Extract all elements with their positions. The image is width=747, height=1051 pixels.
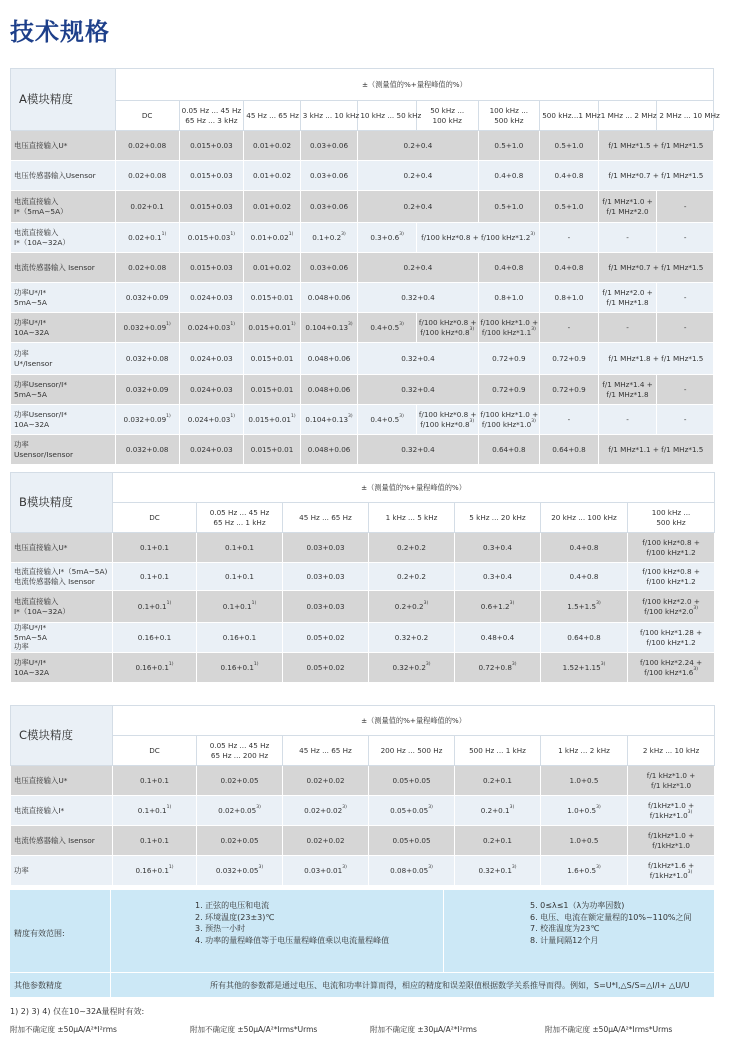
table-row bbox=[11, 131, 714, 161]
table-cell: 0.2+0.4 bbox=[358, 161, 478, 191]
table-cell: 0.048+0.06 bbox=[300, 435, 358, 465]
table-cell: 0.03+0.06 bbox=[300, 131, 358, 161]
table-cell: $0.1+0.1^{1)}$ bbox=[113, 591, 197, 623]
table-row bbox=[11, 623, 715, 653]
column-header: 2 kHz ... 10 kHz bbox=[628, 736, 715, 766]
other-params-panel bbox=[10, 973, 714, 997]
table-cell: $0.01+0.02^{1)}$ bbox=[244, 223, 301, 253]
table-cell: $0.1+0.2^{3)}$ bbox=[300, 223, 358, 253]
row-label: 功率U*/I* 10A~32A bbox=[11, 653, 113, 683]
table-cell: $0.02+0.02^{3)}$ bbox=[283, 796, 369, 826]
table-cell: 0.02+0.02 bbox=[283, 826, 369, 856]
table-cell: 0.2+0.4 bbox=[358, 131, 478, 161]
table-cell: 0.015+0.01 bbox=[244, 283, 301, 313]
table-cell: $0.024+0.03^{1)}$ bbox=[179, 405, 244, 435]
table-cell: f/1kHz*1.0 + f/1kHz*1.0 bbox=[628, 826, 715, 856]
table-cell: $0.08+0.05^{3)}$ bbox=[369, 856, 455, 886]
column-header: 45 Hz ... 65 Hz bbox=[283, 736, 369, 766]
table-row bbox=[11, 191, 714, 223]
table-cell: $0.032+0.09^{1)}$ bbox=[115, 405, 179, 435]
table-cell: 0.2+0.4 bbox=[358, 191, 478, 223]
table-cell: 0.4+0.8 bbox=[540, 161, 599, 191]
module-b-table bbox=[10, 472, 715, 683]
table-cell: - bbox=[598, 223, 657, 253]
footnote-3: 附加不确定度 ±30μA/A²*I²rms bbox=[370, 1025, 477, 1034]
row-label: 电流传感器输入 Isensor bbox=[11, 253, 116, 283]
table-cell: f/1kHz*1.6 + $f/1kHz*1.0^{3)}$ bbox=[628, 856, 715, 886]
module-a-table bbox=[10, 68, 720, 465]
table-row bbox=[11, 766, 715, 796]
column-header: 10 kHz ... 50 kHz bbox=[358, 101, 417, 131]
footnote-4: 附加不确定度 ±50μA/A²*Irms*Urms bbox=[545, 1025, 673, 1034]
table-cell: - bbox=[657, 283, 714, 313]
table-cell: 0.72+0.9 bbox=[478, 343, 540, 375]
table-cell: 0.05+0.05 bbox=[369, 826, 455, 856]
row-label: 电流传感器输入 Isensor bbox=[11, 826, 113, 856]
table-cell: $0.3+0.6^{3)}$ bbox=[358, 223, 417, 253]
table-cell: f/100 kHz*1.28 + f/100 kHz*1.2 bbox=[628, 623, 715, 653]
table-cell: 0.032+0.09 bbox=[115, 375, 179, 405]
validity-item: 6. 电压、电流在额定量程的10%~110%之间 bbox=[530, 912, 692, 922]
footnote-title: 1) 2) 3) 4) 仅在10~32A量程时有效: bbox=[10, 1007, 145, 1016]
divider bbox=[110, 890, 111, 972]
table-row bbox=[11, 343, 714, 375]
module-c-table bbox=[10, 705, 715, 886]
table-cell: $0.2+0.1^{3)}$ bbox=[455, 796, 541, 826]
table-cell: - bbox=[657, 375, 714, 405]
table-row bbox=[11, 826, 715, 856]
table-cell: 0.16+0.1 bbox=[197, 623, 283, 653]
table-cell: 0.024+0.03 bbox=[179, 375, 244, 405]
row-label: 功率Usensor/I* 10A~32A bbox=[11, 405, 116, 435]
table-cell: f/100 kHz*0.8 + f/100 kHz*1.2 bbox=[628, 563, 715, 591]
table-cell: 1.0+0.5 bbox=[541, 766, 628, 796]
table-cell: $0.4+0.5^{3)}$ bbox=[358, 313, 417, 343]
table-cell: 0.015+0.03 bbox=[179, 131, 244, 161]
table-cell: f/100 kHz*2.24 + f/100 kHz*1.6$^{3)}$ bbox=[628, 653, 715, 683]
row-label: 功率 U*/Isensor bbox=[11, 343, 116, 375]
column-header: 0.05 Hz ... 45 Hz 65 Hz ... 200 Hz bbox=[197, 736, 283, 766]
validity-panel bbox=[10, 890, 714, 972]
table-cell: 0.48+0.4 bbox=[455, 623, 541, 653]
divider bbox=[443, 890, 444, 972]
row-label: 功率U*/I* 10A~32A bbox=[11, 313, 116, 343]
table-cell: 0.2+0.1 bbox=[455, 766, 541, 796]
table-cell: $1.52+1.15^{3)}$ bbox=[541, 653, 628, 683]
row-label: 功率 Usensor/Isensor bbox=[11, 435, 116, 465]
table-cell: 0.03+0.06 bbox=[300, 253, 358, 283]
table-cell: 0.32+0.4 bbox=[358, 375, 478, 405]
table-cell: - bbox=[657, 313, 714, 343]
table-cell: $0.015+0.03^{1)}$ bbox=[179, 223, 244, 253]
validity-item: 7. 校准温度为23℃ bbox=[530, 924, 600, 934]
table-cell: 0.03+0.03 bbox=[283, 591, 369, 623]
table-cell: 0.05+0.05 bbox=[369, 766, 455, 796]
page-title: 技术规格 bbox=[10, 18, 110, 46]
table-cell: 0.2+0.2 bbox=[369, 563, 455, 591]
row-label: 电压直接输入U* bbox=[11, 131, 116, 161]
table-cell: 0.8+1.0 bbox=[540, 283, 599, 313]
table-cell: 0.5+1.0 bbox=[540, 131, 599, 161]
column-header: 2 MHz ... 10 MHz bbox=[657, 101, 714, 131]
table-cell: 0.032+0.08 bbox=[115, 435, 179, 465]
other-params-label: 其他参数精度 bbox=[14, 981, 62, 990]
column-header: 45 Hz ... 65 Hz bbox=[244, 101, 301, 131]
column-header: 200 Hz ... 500 Hz bbox=[369, 736, 455, 766]
module-a-header-span: ±（测量值的%+量程峰值的%） bbox=[115, 69, 713, 101]
table-cell: 0.01+0.02 bbox=[244, 191, 301, 223]
table-cell: - bbox=[540, 223, 599, 253]
row-label: 功率U*/I* 5mA~5A 功率 bbox=[11, 623, 113, 653]
column-header: 100 kHz ... 500 kHz bbox=[478, 101, 540, 131]
table-cell: $0.05+0.05^{3)}$ bbox=[369, 796, 455, 826]
table-cell: - bbox=[598, 405, 657, 435]
table-cell: $0.104+0.13^{3)}$ bbox=[300, 313, 358, 343]
table-cell: $0.104+0.13^{3)}$ bbox=[300, 405, 358, 435]
table-cell: 0.02+0.05 bbox=[197, 766, 283, 796]
table-cell: $0.1+0.1^{1)}$ bbox=[113, 796, 197, 826]
table-cell: $0.4+0.5^{3)}$ bbox=[358, 405, 417, 435]
table-cell: 0.64+0.8 bbox=[541, 623, 628, 653]
row-label: 电压传感器输入Usensor bbox=[11, 161, 116, 191]
column-header: 500 Hz ... 1 kHz bbox=[455, 736, 541, 766]
table-cell: 0.8+1.0 bbox=[478, 283, 540, 313]
table-cell: $0.02+0.1^{1)}$ bbox=[115, 223, 179, 253]
table-cell: 0.02+0.08 bbox=[115, 131, 179, 161]
table-cell: f/100 kHz*0.8 + f/100 kHz*1.2$^{3)}$ bbox=[416, 223, 539, 253]
validity-right-list bbox=[530, 900, 692, 946]
table-row bbox=[11, 435, 714, 465]
table-cell: 0.1+0.1 bbox=[113, 766, 197, 796]
table-row bbox=[11, 563, 715, 591]
table-row bbox=[11, 591, 715, 623]
table-cell: $0.16+0.1^{1)}$ bbox=[113, 653, 197, 683]
table-row bbox=[11, 161, 714, 191]
table-cell: 0.1+0.1 bbox=[113, 563, 197, 591]
module-a-title: A模块精度 bbox=[11, 69, 116, 131]
table-cell: 0.5+1.0 bbox=[478, 191, 540, 223]
table-cell: 0.5+1.0 bbox=[478, 131, 540, 161]
table-cell: 0.4+0.8 bbox=[478, 161, 540, 191]
column-header: DC bbox=[115, 101, 179, 131]
table-row bbox=[11, 856, 715, 886]
row-label: 电流直接输入I*（5mA~5A) 电流传感器输入 Isensor bbox=[11, 563, 113, 591]
table-row bbox=[11, 405, 714, 435]
table-cell: 0.015+0.03 bbox=[179, 191, 244, 223]
validity-item: 2. 环境温度(23±3)℃ bbox=[195, 912, 275, 922]
table-cell: 0.024+0.03 bbox=[179, 283, 244, 313]
module-b-header-span: ±（测量值的%+量程峰值的%） bbox=[113, 473, 715, 503]
table-cell: 0.03+0.06 bbox=[300, 191, 358, 223]
table-cell: f/1 MHz*0.7 + f/1 MHz*1.5 bbox=[598, 253, 713, 283]
table-cell: f/1 MHz*2.0 + f/1 MHz*1.8 bbox=[598, 283, 657, 313]
table-row bbox=[11, 313, 714, 343]
table-cell: 0.05+0.02 bbox=[283, 653, 369, 683]
column-header: DC bbox=[113, 503, 197, 533]
table-cell: 1.0+0.5 bbox=[541, 826, 628, 856]
table-cell: 0.015+0.01 bbox=[244, 343, 301, 375]
table-cell: 0.4+0.8 bbox=[478, 253, 540, 283]
row-label: 功率U*/I* 5mA~5A bbox=[11, 283, 116, 313]
row-label: 电流直接输入 I*（5mA~5A） bbox=[11, 191, 116, 223]
table-cell: $1.5+1.5^{3)}$ bbox=[541, 591, 628, 623]
table-cell: $0.32+0.1^{3)}$ bbox=[455, 856, 541, 886]
table-cell: f/100 kHz*0.8 + f/100 kHz*1.2 bbox=[628, 533, 715, 563]
table-cell: 0.015+0.01 bbox=[244, 435, 301, 465]
table-cell: $0.1+0.1^{1)}$ bbox=[197, 591, 283, 623]
table-cell: f/100 kHz*0.8 + f/100 kHz*0.8$^{3)}$ bbox=[416, 405, 478, 435]
table-cell: 0.024+0.03 bbox=[179, 343, 244, 375]
row-label: 电压直接输入U* bbox=[11, 766, 113, 796]
column-header: 1 kHz ... 2 kHz bbox=[541, 736, 628, 766]
table-cell: f/100 kHz*2.0 + f/100 kHz*2.0$^{3)}$ bbox=[628, 591, 715, 623]
table-cell: f/1 MHz*1.1 + f/1 MHz*1.5 bbox=[598, 435, 713, 465]
column-header: 0.05 Hz ... 45 Hz 65 Hz ... 1 kHz bbox=[197, 503, 283, 533]
table-cell: $0.032+0.05^{3)}$ bbox=[197, 856, 283, 886]
table-cell: 0.02+0.08 bbox=[115, 161, 179, 191]
table-cell: f/1 MHz*1.4 + f/1 MHz*1.8 bbox=[598, 375, 657, 405]
table-cell: 0.024+0.03 bbox=[179, 435, 244, 465]
table-cell: 0.02+0.1 bbox=[115, 191, 179, 223]
divider bbox=[110, 973, 111, 997]
table-cell: f/1 MHz*0.7 + f/1 MHz*1.5 bbox=[598, 161, 713, 191]
table-cell: f/1 MHz*1.8 + f/1 MHz*1.5 bbox=[598, 343, 713, 375]
column-header: 0.05 Hz ... 45 Hz 65 Hz ... 3 kHz bbox=[179, 101, 244, 131]
table-cell: - bbox=[657, 223, 714, 253]
row-label: 电流直接输入 I*（10A~32A） bbox=[11, 591, 113, 623]
module-c-title: C模块精度 bbox=[11, 706, 113, 766]
column-header: 500 kHz...1 MHz bbox=[540, 101, 599, 131]
table-cell: 0.01+0.02 bbox=[244, 253, 301, 283]
table-row bbox=[11, 533, 715, 563]
row-label: 电流直接输入 I*（10A~32A） bbox=[11, 223, 116, 253]
table-cell: 0.015+0.01 bbox=[244, 375, 301, 405]
column-header: 20 kHz ... 100 kHz bbox=[541, 503, 628, 533]
table-cell: $0.015+0.01^{1)}$ bbox=[244, 313, 301, 343]
table-cell: $0.6+1.2^{3)}$ bbox=[455, 591, 541, 623]
table-cell: $0.02+0.05^{3)}$ bbox=[197, 796, 283, 826]
table-cell: $0.16+0.1^{1)}$ bbox=[113, 856, 197, 886]
table-cell: - bbox=[657, 191, 714, 223]
table-row bbox=[11, 653, 715, 683]
table-cell: 0.5+1.0 bbox=[540, 191, 599, 223]
table-cell: 0.4+0.8 bbox=[540, 253, 599, 283]
table-cell: 0.1+0.1 bbox=[197, 563, 283, 591]
column-header: DC bbox=[113, 736, 197, 766]
table-cell: 0.2+0.4 bbox=[358, 253, 478, 283]
table-cell: $0.032+0.09^{1)}$ bbox=[115, 313, 179, 343]
table-cell: - bbox=[540, 313, 599, 343]
table-cell: f/100 kHz*0.8 + f/100 kHz*0.8$^{3)}$ bbox=[416, 313, 478, 343]
table-cell: 0.32+0.4 bbox=[358, 435, 478, 465]
table-cell: 0.1+0.1 bbox=[197, 533, 283, 563]
row-label: 功率 bbox=[11, 856, 113, 886]
row-label: 功率Usensor/I* 5mA~5A bbox=[11, 375, 116, 405]
column-header: 3 kHz ... 10 kHz bbox=[300, 101, 358, 131]
table-cell: 0.3+0.4 bbox=[455, 563, 541, 591]
table-cell: 0.01+0.02 bbox=[244, 131, 301, 161]
validity-item: 5. 0≤λ≤1（λ为功率因数) bbox=[530, 901, 625, 910]
table-cell: 0.32+0.2 bbox=[369, 623, 455, 653]
table-cell: 0.16+0.1 bbox=[113, 623, 197, 653]
footnote-2: 附加不确定度 ±50μA/A²*Irms*Urms bbox=[190, 1025, 318, 1034]
table-cell: 0.05+0.02 bbox=[283, 623, 369, 653]
table-cell: 0.64+0.8 bbox=[540, 435, 599, 465]
table-cell: 0.048+0.06 bbox=[300, 375, 358, 405]
column-header: 5 kHz ... 20 kHz bbox=[455, 503, 541, 533]
table-cell: $0.2+0.2^{3)}$ bbox=[369, 591, 455, 623]
table-cell: 0.032+0.09 bbox=[115, 283, 179, 313]
table-cell: $0.024+0.03^{1)}$ bbox=[179, 313, 244, 343]
footnote-1: 附加不确定度 ±50μA/A²*I²rms bbox=[10, 1025, 117, 1034]
table-cell: f/1 MHz*1.5 + f/1 MHz*1.5 bbox=[598, 131, 713, 161]
column-header: 100 kHz ... 500 kHz bbox=[628, 503, 715, 533]
module-c-header-span: ±（测量值的%+量程峰值的%） bbox=[113, 706, 715, 736]
column-header: 1 kHz ... 5 kHz bbox=[369, 503, 455, 533]
column-header: 50 kHz ... 100 kHz bbox=[416, 101, 478, 131]
table-cell: $1.6+0.5^{3)}$ bbox=[541, 856, 628, 886]
table-cell: 0.4+0.8 bbox=[541, 533, 628, 563]
module-b-title: B模块精度 bbox=[11, 473, 113, 533]
table-cell: 0.015+0.03 bbox=[179, 253, 244, 283]
validity-label: 精度有效范围: bbox=[14, 929, 65, 938]
validity-item: 1. 正弦的电压和电流 bbox=[195, 901, 270, 910]
table-cell: 0.2+0.2 bbox=[369, 533, 455, 563]
table-cell: $0.16+0.1^{1)}$ bbox=[197, 653, 283, 683]
table-cell: f/100 kHz*1.0 + f/100 kHz*1.0$^{3)}$ bbox=[478, 405, 540, 435]
table-cell: 0.72+0.9 bbox=[540, 375, 599, 405]
table-cell: 0.03+0.03 bbox=[283, 563, 369, 591]
table-row bbox=[11, 223, 714, 253]
table-cell: 0.015+0.03 bbox=[179, 161, 244, 191]
table-cell: $0.03+0.01^{3)}$ bbox=[283, 856, 369, 886]
row-label: 电压直接输入U* bbox=[11, 533, 113, 563]
table-cell: 0.32+0.4 bbox=[358, 343, 478, 375]
validity-left-list bbox=[195, 900, 389, 946]
table-cell: 0.03+0.03 bbox=[283, 533, 369, 563]
table-row bbox=[11, 283, 714, 313]
table-cell: $1.0+0.5^{3)}$ bbox=[541, 796, 628, 826]
table-cell: 0.1+0.1 bbox=[113, 826, 197, 856]
table-cell: 0.72+0.9 bbox=[478, 375, 540, 405]
column-header: 45 Hz ... 65 Hz bbox=[283, 503, 369, 533]
table-cell: f/1kHz*1.0 + $f/1kHz*1.0^{3)}$ bbox=[628, 796, 715, 826]
table-cell: 0.03+0.06 bbox=[300, 161, 358, 191]
table-cell: 0.032+0.08 bbox=[115, 343, 179, 375]
table-cell: - bbox=[598, 313, 657, 343]
table-cell: 0.1+0.1 bbox=[113, 533, 197, 563]
validity-item: 8. 计量间隔12个月 bbox=[530, 935, 599, 945]
table-cell: 0.02+0.05 bbox=[197, 826, 283, 856]
table-row bbox=[11, 796, 715, 826]
table-cell: f/100 kHz*1.0 + f/100 kHz*1.1$^{3)}$ bbox=[478, 313, 540, 343]
table-cell: 0.2+0.1 bbox=[455, 826, 541, 856]
table-cell: 0.72+0.9 bbox=[540, 343, 599, 375]
validity-item: 4. 功率的量程峰值等于电压量程峰值乘以电流量程峰值 bbox=[195, 935, 390, 945]
table-row bbox=[11, 375, 714, 405]
other-params-text: 所有其他的参数都是通过电压、电流和功率计算而得，相应的精度和误差限值根据数学关系推导而得。例如，S=U*I,△S/S=△I/I+ △U/U bbox=[210, 981, 690, 990]
table-cell: f/1 MHz*1.0 + f/1 MHz*2.0 bbox=[598, 191, 657, 223]
table-cell: $0.015+0.01^{1)}$ bbox=[244, 405, 301, 435]
row-label: 电流直接输入I* bbox=[11, 796, 113, 826]
table-cell: 0.02+0.02 bbox=[283, 766, 369, 796]
table-cell: 0.4+0.8 bbox=[541, 563, 628, 591]
table-cell: - bbox=[540, 405, 599, 435]
table-cell: 0.02+0.08 bbox=[115, 253, 179, 283]
validity-item: 3. 预热一小时 bbox=[195, 924, 246, 934]
table-cell: 0.01+0.02 bbox=[244, 161, 301, 191]
table-cell: $0.32+0.2^{3)}$ bbox=[369, 653, 455, 683]
table-cell: $0.72+0.8^{3)}$ bbox=[455, 653, 541, 683]
table-cell: 0.3+0.4 bbox=[455, 533, 541, 563]
table-row bbox=[11, 253, 714, 283]
table-cell: 0.048+0.06 bbox=[300, 283, 358, 313]
table-cell: - bbox=[657, 405, 714, 435]
table-cell: f/1 kHz*1.0 + f/1 kHz*1.0 bbox=[628, 766, 715, 796]
table-cell: 0.048+0.06 bbox=[300, 343, 358, 375]
table-cell: 0.32+0.4 bbox=[358, 283, 478, 313]
table-cell: 0.64+0.8 bbox=[478, 435, 540, 465]
column-header: 1 MHz ... 2 MHz bbox=[598, 101, 657, 131]
